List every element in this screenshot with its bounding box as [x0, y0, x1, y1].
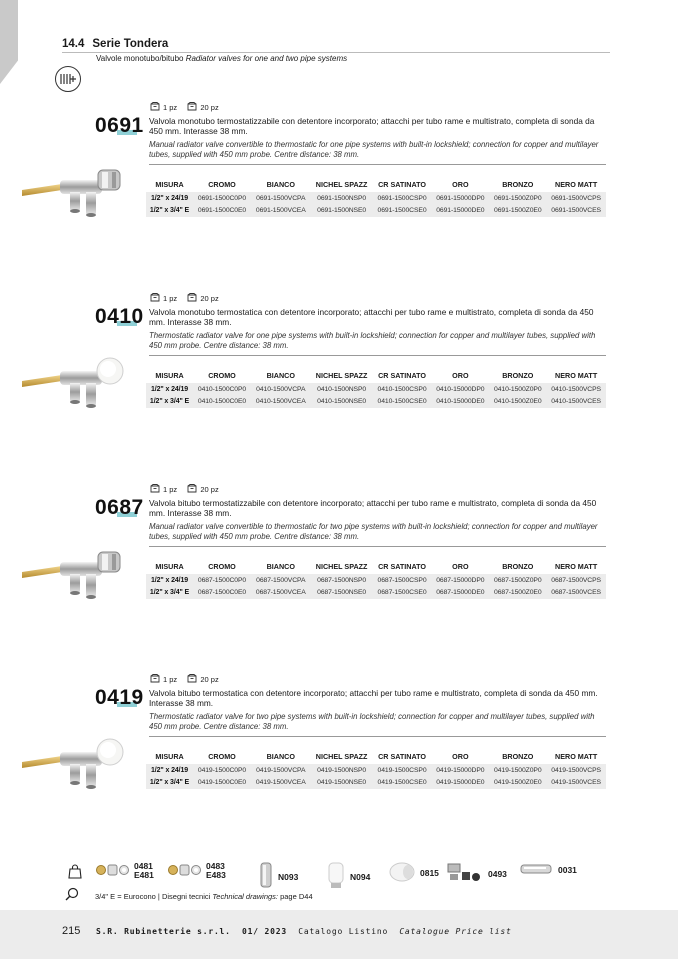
- packaging-small: 1 pz: [163, 294, 178, 303]
- column-header: CROMO: [193, 367, 251, 383]
- column-header: CROMO: [193, 748, 251, 764]
- size-cell: 1/2" x 3/4" E: [146, 587, 193, 600]
- article-code-cell: 0419-15000DP0: [431, 764, 489, 777]
- article-code-cell: 0687-1500VCES: [546, 587, 606, 600]
- article-code-cell: 0410-1500VCES: [546, 396, 606, 409]
- packaging-small: 1 pz: [163, 675, 178, 684]
- article-code-cell: 0410-1500NSE0: [311, 396, 373, 409]
- article-code-cell: 0419-1500C0E0: [193, 777, 251, 790]
- tool-set-icon: [446, 862, 484, 886]
- table-row: [146, 764, 606, 777]
- article-code-cell: 0687-1500CSE0: [373, 587, 432, 600]
- article-code-cell: 0687-1500VCPA: [251, 574, 311, 587]
- article-code-cell: 0419-1500VCPS: [546, 764, 606, 777]
- packaging-small: 1 pz: [163, 103, 178, 112]
- accessory-item: [168, 862, 226, 880]
- accessory-code: 0481 E481: [134, 861, 154, 880]
- article-code-cell: 0691-1500NSP0: [311, 192, 373, 205]
- article-code-cell: 0687-1500C0P0: [193, 574, 251, 587]
- column-header: NERO MATT: [546, 748, 606, 764]
- article-code-cell: 0410-1500CSE0: [373, 396, 432, 409]
- article-code-cell: 0687-1500C0E0: [193, 587, 251, 600]
- column-header: ORO: [431, 558, 489, 574]
- table-row: [146, 383, 606, 396]
- product-block: [0, 674, 678, 824]
- column-header: BIANCO: [251, 176, 311, 192]
- article-code-cell: 0410-1500VCPS: [546, 383, 606, 396]
- accessory-item: [258, 862, 298, 892]
- article-code-cell: 0419-1500Z0E0: [489, 777, 546, 790]
- article-code-cell: 0687-1500VCEA: [251, 587, 311, 600]
- table-row: [146, 587, 606, 600]
- accessory-item: [446, 862, 507, 886]
- section-rule: [62, 52, 610, 53]
- article-code-cell: 0687-1500CSP0: [373, 574, 432, 587]
- packaging-large: 20 pz: [200, 485, 219, 494]
- table-row: [146, 574, 606, 587]
- accessory-code: 0815: [420, 867, 439, 878]
- footer-company: S.R. Rubinetterie s.r.l. 01/ 2023 Catalogo Listino Catalogue Price list: [96, 927, 512, 936]
- accessory-item: [520, 862, 577, 878]
- description-it: Valvola bitubo termostatizzabile con detentore incorporato; attacchi per tubo rame e multistrato, completa di sonda da 450 mm. Interasse 38 mm.: [149, 498, 597, 518]
- article-code-cell: 0419-1500NSE0: [311, 777, 373, 790]
- accessory-code: N093: [278, 871, 299, 882]
- column-header: BRONZO: [489, 558, 546, 574]
- packaging-large: 20 pz: [200, 294, 219, 303]
- product-code: 0691: [95, 114, 144, 137]
- article-code-cell: 0687-15000DP0: [431, 574, 489, 587]
- article-code-cell: 0691-1500C0P0: [193, 192, 251, 205]
- article-code-cell: 0691-1500NSE0: [311, 205, 373, 218]
- column-header: NERO MATT: [546, 367, 606, 383]
- product-block: [0, 102, 678, 252]
- column-header: ORO: [431, 176, 489, 192]
- radiator-valve-icon: [55, 66, 81, 92]
- article-code-cell: 0691-1500CSE0: [373, 205, 432, 218]
- packaging-info: [150, 484, 219, 495]
- packaging-info: [150, 293, 219, 304]
- article-code-cell: 0691-1500Z0E0: [489, 205, 546, 218]
- code-table: [146, 367, 606, 408]
- column-header: NICHEL SPAZZ: [311, 748, 373, 764]
- article-code-cell: 0691-1500C0E0: [193, 205, 251, 218]
- column-header: NICHEL SPAZZ: [311, 558, 373, 574]
- size-cell: 1/2" x 24/19: [146, 574, 193, 587]
- page-number: 215: [62, 925, 81, 937]
- article-code-cell: 0410-15000DE0: [431, 396, 489, 409]
- product-code: 0419: [95, 686, 144, 709]
- article-code-cell: 0687-1500Z0P0: [489, 574, 546, 587]
- size-cell: 1/2" x 3/4" E: [146, 777, 193, 790]
- description-it: Valvola bitubo termostatica con detentore incorporato; attacchi per tubo rame e multistrato, completa di sonda da 450 mm. Interasse 38 mm.: [149, 688, 598, 708]
- divider: [149, 164, 606, 165]
- column-header: MISURA: [146, 558, 193, 574]
- article-code-cell: 0410-15000DP0: [431, 383, 489, 396]
- code-table: [146, 558, 606, 599]
- packaging-info: [150, 102, 219, 113]
- size-cell: 1/2" x 3/4" E: [146, 205, 193, 218]
- article-code-cell: 0410-1500Z0E0: [489, 396, 546, 409]
- table-row: [146, 192, 606, 205]
- size-cell: 1/2" x 24/19: [146, 383, 193, 396]
- corner-tab: [0, 0, 18, 84]
- column-header: CR SATINATO: [373, 748, 432, 764]
- column-header: NICHEL SPAZZ: [311, 367, 373, 383]
- article-code-cell: 0687-1500NSP0: [311, 574, 373, 587]
- column-header: NERO MATT: [546, 558, 606, 574]
- size-cell: 1/2" x 3/4" E: [146, 396, 193, 409]
- accessory-item: [388, 862, 439, 884]
- packaging-info: [150, 674, 219, 685]
- article-code-cell: 0410-1500C0P0: [193, 383, 251, 396]
- column-header: MISURA: [146, 748, 193, 764]
- code-table: [146, 748, 606, 789]
- extension-icon: [520, 862, 554, 878]
- article-code-cell: 0419-1500C0P0: [193, 764, 251, 777]
- article-code-cell: 0410-1500C0E0: [193, 396, 251, 409]
- article-code-cell: 0419-1500Z0P0: [489, 764, 546, 777]
- article-code-cell: 0691-1500CSP0: [373, 192, 432, 205]
- article-code-cell: 0410-1500CSP0: [373, 383, 432, 396]
- article-code-cell: 0419-1500CSP0: [373, 764, 432, 777]
- column-header: NICHEL SPAZZ: [311, 176, 373, 192]
- article-code-cell: 0687-1500NSE0: [311, 587, 373, 600]
- article-code-cell: 0691-15000DP0: [431, 192, 489, 205]
- cap-icon: [388, 862, 416, 884]
- column-header: MISURA: [146, 176, 193, 192]
- footnote: 3/4" E = Eurocono | Disegni tecnici Technical drawings: page D44: [95, 892, 313, 901]
- column-header: CROMO: [193, 176, 251, 192]
- article-code-cell: 0419-1500VCES: [546, 777, 606, 790]
- article-code-cell: 0419-15000DE0: [431, 777, 489, 790]
- box-icon: [187, 674, 197, 685]
- column-header: CR SATINATO: [373, 558, 432, 574]
- fitting-icon: [168, 863, 202, 879]
- size-cell: 1/2" x 24/19: [146, 764, 193, 777]
- product-code: 0410: [95, 305, 144, 328]
- article-code-cell: 0687-1500Z0E0: [489, 587, 546, 600]
- article-code-cell: 0691-1500VCPA: [251, 192, 311, 205]
- box-icon: [187, 293, 197, 304]
- column-header: BIANCO: [251, 367, 311, 383]
- column-header: ORO: [431, 367, 489, 383]
- section-subtitle: Valvole monotubo/bitubo Radiator valves for one and two pipe systems: [96, 54, 348, 63]
- column-header: BRONZO: [489, 176, 546, 192]
- article-code-cell: 0410-1500NSP0: [311, 383, 373, 396]
- box-icon: [187, 102, 197, 113]
- column-header: CROMO: [193, 558, 251, 574]
- box-icon: [150, 293, 160, 304]
- description-en: Thermostatic radiator valve for two pipe systems with built-in lockshield; connection for copper and multilayer tubes, supplied with 450 mm probe. Centre distance: 38 mm.: [149, 712, 595, 731]
- column-header: BRONZO: [489, 748, 546, 764]
- accessory-item: [326, 862, 370, 892]
- column-header: BRONZO: [489, 367, 546, 383]
- box-icon: [187, 484, 197, 495]
- box-icon: [150, 102, 160, 113]
- article-code-cell: 0687-15000DE0: [431, 587, 489, 600]
- article-code-cell: 0410-1500VCEA: [251, 396, 311, 409]
- box-icon: [150, 674, 160, 685]
- column-header: CR SATINATO: [373, 176, 432, 192]
- accessory-code: 0031: [558, 864, 577, 875]
- accessory-code: 0483 E483: [206, 861, 226, 880]
- fitting-icon: [96, 863, 130, 879]
- description-en: Thermostatic radiator valve for one pipe systems with built-in lockshield; connection for copper and multilayer tubes, supplied with 450 mm probe. Centre distance: 38 mm.: [149, 331, 596, 350]
- article-code-cell: 0419-1500CSE0: [373, 777, 432, 790]
- packaging-large: 20 pz: [200, 103, 219, 112]
- article-code-cell: 0410-1500Z0P0: [489, 383, 546, 396]
- packaging-large: 20 pz: [200, 675, 219, 684]
- size-cell: 1/2" x 24/19: [146, 192, 193, 205]
- article-code-cell: 0410-1500VCPA: [251, 383, 311, 396]
- column-header: BIANCO: [251, 748, 311, 764]
- shopping-bag-icon: [68, 864, 82, 884]
- divider: [149, 546, 606, 547]
- column-header: ORO: [431, 748, 489, 764]
- article-code-cell: 0691-15000DE0: [431, 205, 489, 218]
- description-it: Valvola monotubo termostatica con detentore incorporato; attacchi per tubo rame e multistrato, completa di sonda da 450 mm. Interasse 38 mm.: [149, 307, 594, 327]
- accessory-item: [96, 862, 154, 880]
- product-block: [0, 293, 678, 443]
- description-en: Manual radiator valve convertible to thermostatic for two pipe systems with built-in lockshield; connection for copper and multilayer tubes, supplied with 450 mm probe. Centre distance: 38 mm.: [149, 522, 598, 541]
- description-en: Manual radiator valve convertible to thermostatic for one pipe systems with built-in lockshield; connection for copper and multilayer tubes, supplied with 450 mm probe. Centre distance: 38 mm.: [149, 140, 599, 159]
- column-header: MISURA: [146, 367, 193, 383]
- divider: [149, 736, 606, 737]
- table-row: [146, 205, 606, 218]
- table-row: [146, 396, 606, 409]
- column-header: CR SATINATO: [373, 367, 432, 383]
- article-code-cell: 0419-1500VCPA: [251, 764, 311, 777]
- table-row: [146, 777, 606, 790]
- section-title: 14.4 Serie Tondera: [62, 38, 169, 50]
- code-table: [146, 176, 606, 217]
- article-code-cell: 0419-1500VCEA: [251, 777, 311, 790]
- article-code-cell: 0691-1500Z0P0: [489, 192, 546, 205]
- description-it: Valvola monotubo termostatizzabile con detentore incorporato; attacchi per tubo rame e multistrato, completa di sonda da 450 mm. Interasse 38 mm.: [149, 116, 595, 136]
- product-block: [0, 484, 678, 634]
- column-header: NERO MATT: [546, 176, 606, 192]
- article-code-cell: 0691-1500VCPS: [546, 192, 606, 205]
- thermostatic-head-icon: [326, 862, 346, 892]
- column-header: BIANCO: [251, 558, 311, 574]
- article-code-cell: 0691-1500VCES: [546, 205, 606, 218]
- divider: [149, 355, 606, 356]
- article-code-cell: 0687-1500VCPS: [546, 574, 606, 587]
- box-icon: [150, 484, 160, 495]
- product-code: 0687: [95, 496, 144, 519]
- article-code-cell: 0691-1500VCEA: [251, 205, 311, 218]
- accessory-code: 0493: [488, 868, 507, 879]
- magnifier-icon: [65, 887, 79, 906]
- probe-icon: [258, 862, 274, 892]
- packaging-small: 1 pz: [163, 485, 178, 494]
- accessory-code: N094: [350, 871, 371, 882]
- article-code-cell: 0419-1500NSP0: [311, 764, 373, 777]
